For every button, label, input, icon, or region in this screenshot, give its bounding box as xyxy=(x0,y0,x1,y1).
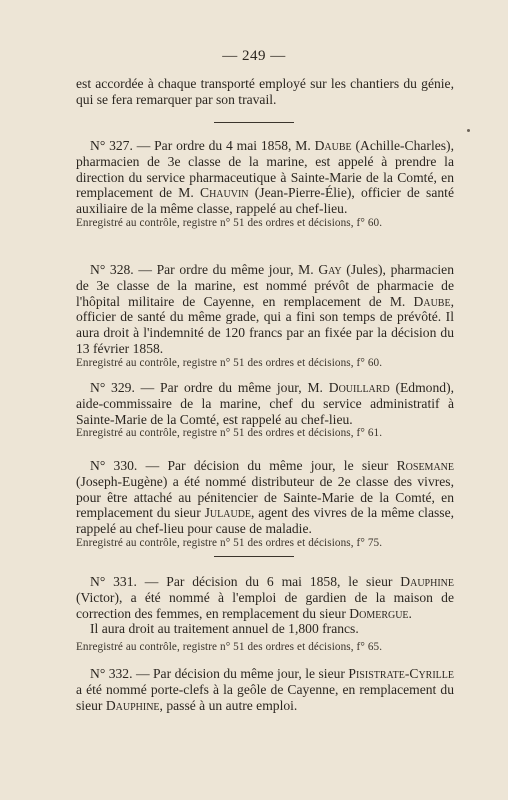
page-speck xyxy=(467,129,470,132)
entry-331 xyxy=(76,574,454,654)
person-name: Douillard xyxy=(328,380,390,395)
entry-328 xyxy=(76,262,454,370)
person-name: Dauphine xyxy=(400,574,454,589)
separator-rule xyxy=(214,122,294,123)
person-name: Dauphine xyxy=(105,697,160,713)
intro-paragraph xyxy=(76,76,454,108)
registration-line: Enregistré au contrôle, registre n° 51 des ordres et décisions, f° 65. xyxy=(76,641,383,654)
page-number: — 249 — xyxy=(222,48,286,64)
entry-body: N° 332. — Par décision du même jour, le sieur Pisistrate-Cyrille a été nommé porte-clefs à la geôle de Cayenne, en remplacement du sieur Dauphine, passé à un autre emploi. xyxy=(76,666,454,713)
entry-extra: Il aura droit au traitement annuel de 1,800 francs. xyxy=(90,621,359,637)
separator-rule xyxy=(214,556,294,557)
person-name: Gay xyxy=(318,262,342,277)
entry-327 xyxy=(76,138,454,230)
registration-line: Enregistré au contrôle, registre n° 51 des ordres et décisions, f° 60. xyxy=(76,356,383,369)
registration-line: Enregistré au contrôle, registre n° 51 des ordres et décisions, f° 75. xyxy=(76,536,383,549)
registration-line: Enregistré au contrôle, registre n° 51 des ordres et décisions, f° 61. xyxy=(76,427,383,440)
person-name: Domergue xyxy=(349,605,409,621)
entry-body: N° 329. — Par ordre du même jour, M. Douillard (Edmond), aide-commissaire de la marine, chef du service administratif à Sainte-Marie de la Comté, est rappelé au chef-lieu. xyxy=(76,380,454,427)
person-name: Chauvin xyxy=(200,185,249,201)
person-name: Daube xyxy=(413,293,451,309)
entry-body: N° 327. — Par ordre du 4 mai 1858, M. Daube (Achille-Charles), pharmacien de 3e classe de la marine, est appelé à prendre la direction du service pharmaceutique à Sainte-Marie de la Comté, en remplacement de M. Chauvin (Jean-Pierre-Élie), officier de santé auxiliaire de la même classe, rappelé au chef-lieu. xyxy=(76,138,454,217)
entry-329 xyxy=(76,380,454,440)
entry-330 xyxy=(76,458,454,550)
entry-body: N° 331. — Par décision du 6 mai 1858, le sieur Dauphine (Victor), a été nommé à l'emploi de gardien de la maison de correction des femmes, en remplacement du sieur Domergue. xyxy=(76,574,454,621)
person-name: Pisistrate-Cyrille xyxy=(348,666,454,681)
entry-332 xyxy=(76,666,454,713)
person-name: Rosemane xyxy=(396,458,454,473)
person-name: Julaude xyxy=(204,505,252,521)
entry-body: N° 328. — Par ordre du même jour, M. Gay (Jules), pharmacien de 3e classe de la marine, est nommé prévôt de pharmacie de l'hôpital militaire de Cayenne, en remplacement de M. Daube, officier de santé du même grade, qui a fini son temps de prévôté. Il aura droit à l'indemnité de 120 francs par an fixée par la décision du 13 février 1858. xyxy=(76,262,454,356)
intro-text: est accordée à chaque transporté employé sur les chantiers du génie, qui se fera remarquer par son travail. xyxy=(76,76,454,107)
person-name: Daube xyxy=(314,138,352,153)
registration-line: Enregistré au contrôle, registre n° 51 des ordres et décisions, f° 60. xyxy=(76,216,383,229)
entry-body: N° 330. — Par décision du même jour, le sieur Rosemane (Joseph-Eugène) a été nommé distributeur de 2e classe des vivres, pour être attaché au pénitencier de Sainte-Marie de la Comté, en remplacement du sieur Julaude, agent des vivres de la même classe, rappelé au chef-lieu pour cause de maladie. xyxy=(76,458,455,537)
